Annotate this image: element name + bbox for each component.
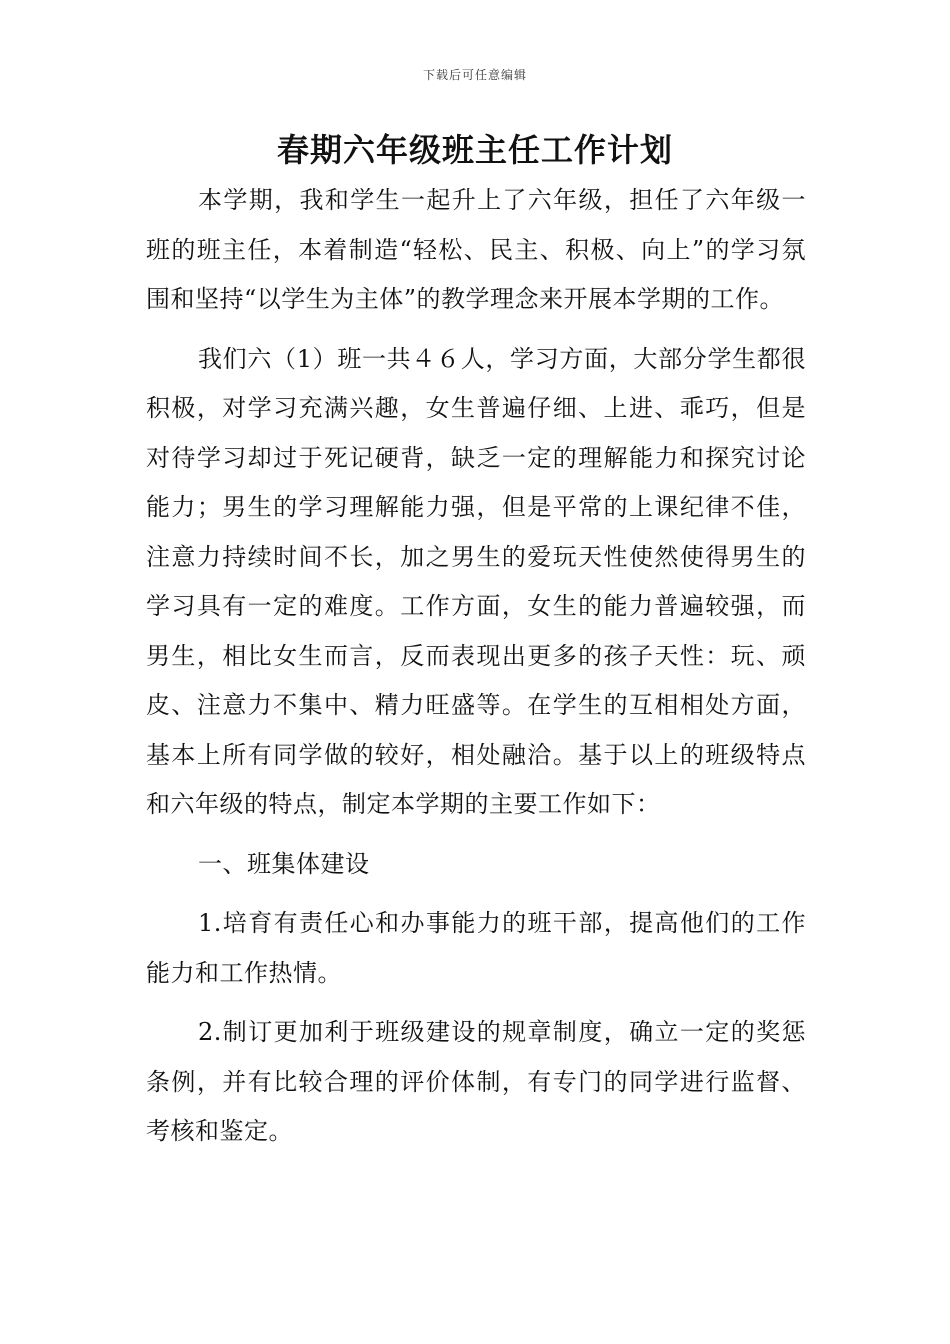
list-item-2: 2.制订更加利于班级建设的规章制度，确立一定的奖惩条例，并有比较合理的评价体制，有专门的同学进行监督、考核和鉴定。	[146, 1018, 806, 1145]
paragraph-intro: 本学期，我和学生一起升上了六年级，担任了六年级一班的班主任，本着制造“轻松、民主、积极、向上”的学习氛围和坚持“以学生为主体”的教学理念来开展本学期的工作。	[146, 186, 806, 313]
page-header-note: 下载后可任意编辑	[422, 68, 527, 82]
list-item-1: 1.培育有责任心和办事能力的班干部，提高他们的工作能力和工作热情。	[146, 909, 806, 987]
document-body	[146, 176, 806, 1157]
document-title: 春期六年级班主任工作计划	[276, 131, 673, 169]
section-heading-class-building: 一、班集体建设	[198, 849, 370, 878]
paragraph-class-analysis: 我们六（1）班一共４６人，学习方面，大部分学生都很积极，对学习充满兴趣，女生普遍仔细、上进、乖巧，但是对待学习却过于死记硬背，缺乏一定的理解能力和探究讨论能力；男生的学习理解能力强，但是平常的上课纪律不佳，注意力持续时间不长，加之男生的爱玩天性使然使得男生的学习具有一定的难度。工作方面，女生的能力普遍较强，而男生，相比女生而言，反而表现出更多的孩子天性：玩、顽皮、注意力不集中、精力旺盛等。在学生的互相相处方面，基本上所有同学做的较好，相处融洽。基于以上的班级特点和六年级的特点，制定本学期的主要工作如下：	[146, 344, 806, 818]
